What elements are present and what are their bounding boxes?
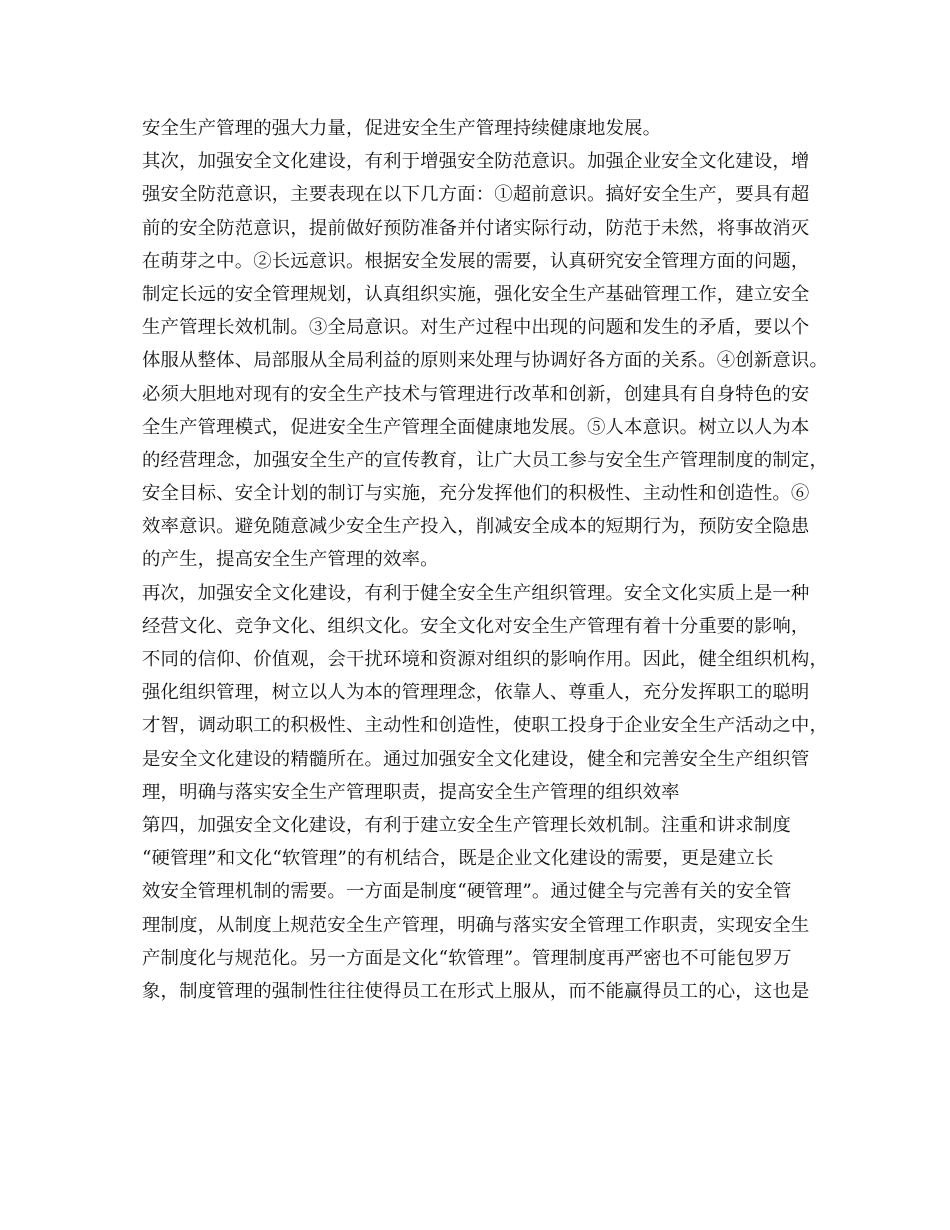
- text-line: 的产生，提高安全生产管理的效率。: [142, 549, 439, 571]
- text-line: 生产管理长效机制。③全局意识。对生产过程中出现的问题和发生的矛盾，要以个: [142, 317, 810, 339]
- text-line: 经营文化、竞争文化、组织文化。安全文化对安全生产管理有着十分重要的影响，: [142, 615, 810, 637]
- text-line: 的经营理念，加强安全生产的宣传教育，让广大员工参与安全生产管理制度的制定，: [142, 449, 829, 471]
- text-line: 其次，加强安全文化建设，有利于增强安全防范意识。加强企业安全文化建设，增: [142, 151, 810, 173]
- text-line: 再次，加强安全文化建设，有利于健全安全生产组织管理。安全文化实质上是一种: [142, 582, 810, 604]
- text-line: 前的安全防范意识，提前做好预防准备并付诸实际行动，防范于未然，将事故消灭: [142, 217, 810, 239]
- document-body: [142, 112, 832, 1008]
- text-line: 理制度，从制度上规范安全生产管理，明确与落实安全管理工作职责，实现安全生: [142, 914, 810, 936]
- text-line: 才智，调动职工的积极性、主动性和创造性，使职工投身于企业安全生产活动之中，: [142, 715, 829, 737]
- text-line: 制定长远的安全管理规划，认真组织实施，强化安全生产基础管理工作，建立安全: [142, 283, 810, 305]
- text-line: 全生产管理模式，促进安全生产管理全面健康地发展。⑤人本意识。树立以人为本: [142, 416, 810, 438]
- text-line: 体服从整体、局部服从全局利益的原则来处理与协调好各方面的关系。④创新意识。: [142, 350, 829, 372]
- text-line: 在萌芽之中。②长远意识。根据安全发展的需要，认真研究安全管理方面的问题，: [142, 250, 810, 272]
- text-line: 必须大胆地对现有的安全生产技术与管理进行改革和创新，创建具有自身特色的安: [142, 383, 810, 405]
- text-line: 强安全防范意识，主要表现在以下几方面：①超前意识。搞好安全生产，要具有超: [142, 184, 810, 206]
- text-line: 效安全管理机制的需要。一方面是制度“硬管理”。通过健全与完善有关的安全管: [142, 881, 792, 903]
- text-line: 安全目标、安全计划的制订与实施，充分发挥他们的积极性、主动性和创造性。⑥: [142, 483, 810, 505]
- text-line: 效率意识。避免随意减少安全生产投入，削减安全成本的短期行为，预防安全隐患: [142, 516, 810, 538]
- text-line: 理，明确与落实安全生产管理职责，提高安全生产管理的组织效率: [142, 781, 680, 803]
- text-line: 第四，加强安全文化建设，有利于建立安全生产管理长效机制。注重和讲求制度: [142, 814, 791, 836]
- text-line: 是安全文化建设的精髓所在。通过加强安全文化建设，健全和完善安全生产组织管: [142, 748, 810, 770]
- text-line: 安全生产管理的强大力量，促进安全生产管理持续健康地发展。: [142, 118, 662, 139]
- text-line: 象，制度管理的强制性往往使得员工在形式上服从，而不能赢得员工的心，这也是: [142, 980, 810, 1002]
- text-line: 产制度化与规范化。另一方面是文化“软管理”。管理制度再严密也不可能包罗万: [142, 947, 792, 969]
- text-line: “硬管理”和文化“软管理”的有机结合，既是企业文化建设的需要，更是建立长: [142, 848, 774, 870]
- text-line: 不同的信仰、价值观，会干扰环境和资源对组织的影响作用。因此，健全组织机构，: [142, 649, 829, 670]
- text-line: 强化组织管理，树立以人为本的管理理念，依靠人、尊重人，充分发挥职工的聪明: [142, 682, 810, 704]
